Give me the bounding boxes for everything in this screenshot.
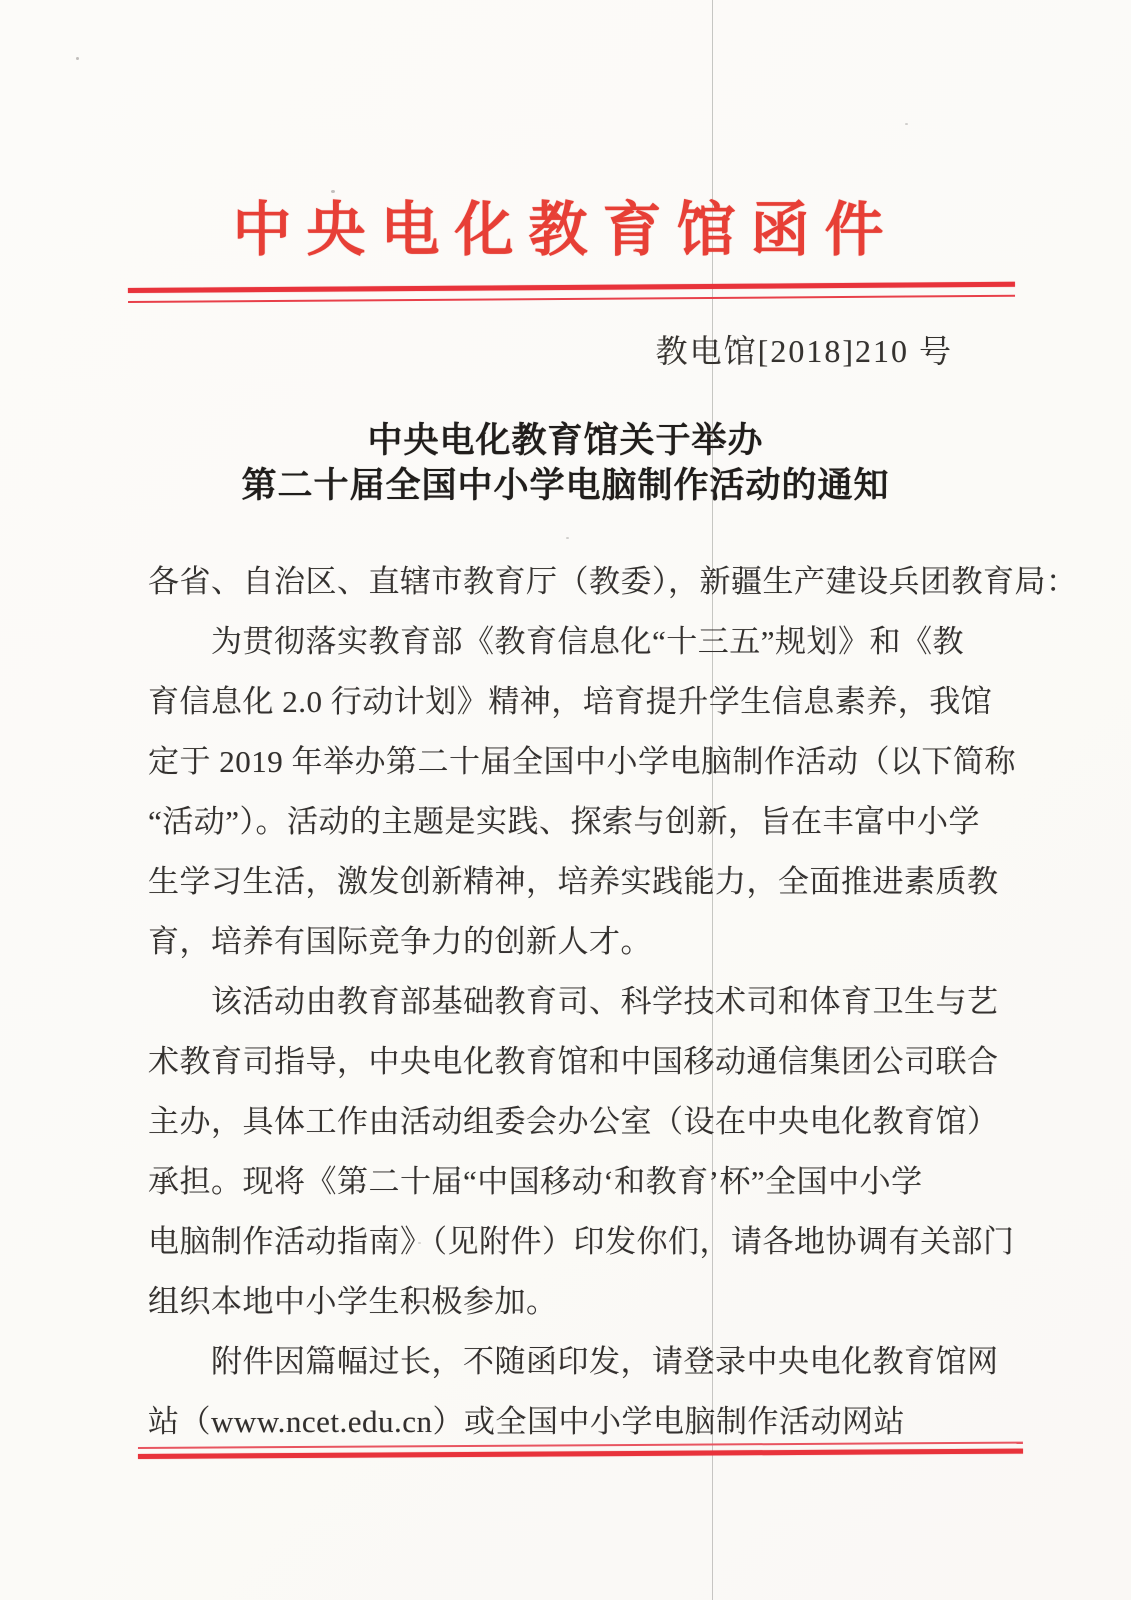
body-line: 育，培养有国际竞争力的创新人才。 xyxy=(148,924,652,959)
body-line: 附件因篇幅过长，不随函印发，请登录中央电化教育馆网 xyxy=(148,1344,999,1379)
body-line: 定于 2019 年举办第二十届全国中小学电脑制作活动（以下简称 xyxy=(148,744,1016,779)
body-line: 该活动由教育部基础教育司、科学技术司和体育卫生与艺 xyxy=(148,984,999,1019)
body-line: 为贯彻落实教育部《教育信息化“十三五”规划》和《教 xyxy=(148,624,965,659)
footer-separator-thick-rule xyxy=(138,1449,1023,1459)
scan-speck xyxy=(76,57,79,60)
letter-body xyxy=(148,552,1078,1452)
document-number: 教电馆[2018]210 号 xyxy=(655,333,953,369)
scan-speck xyxy=(566,537,569,539)
notice-title xyxy=(0,418,1131,508)
body-line-salutation: 各省、自治区、直辖市教育厅（教委），新疆生产建设兵团教育局： xyxy=(148,564,1078,599)
body-line: 承担。现将《第二十届“中国移动‘和教育’杯”全国中小学 xyxy=(148,1164,923,1199)
body-line-website: 站（www.ncet.edu.cn）或全国中小学电脑制作活动网站 xyxy=(148,1404,906,1439)
header-separator-thick-rule xyxy=(128,282,1015,293)
body-line: 生学习生活，激发创新精神，培养实践能力，全面推进素质教 xyxy=(148,864,999,899)
notice-title-line2: 第二十届全国中小学电脑制作活动的通知 xyxy=(241,466,890,505)
body-line: 组织本地中小学生积极参加。 xyxy=(148,1284,558,1319)
letterhead-title: 中央电化教育馆函件 xyxy=(232,197,899,263)
notice-title-line1: 中央电化教育馆关于举办 xyxy=(367,421,764,460)
body-line: 术教育司指导，中央电化教育馆和中国移动通信集团公司联合 xyxy=(148,1044,999,1079)
body-line: 电脑制作活动指南》（见附件）印发你们，请各地协调有关部门 xyxy=(148,1224,1015,1259)
body-line: 主办，具体工作由活动组委会办公室（设在中央电化教育馆） xyxy=(148,1104,999,1139)
header-separator-thin-rule xyxy=(128,295,1015,303)
body-line: “活动”）。活动的主题是实践、探索与创新，旨在丰富中小学 xyxy=(148,804,981,839)
header-separator xyxy=(128,282,1015,303)
body-line: 育信息化 2.0 行动计划》精神，培育提升学生信息素养，我馆 xyxy=(148,684,993,719)
scan-speck xyxy=(905,123,908,125)
